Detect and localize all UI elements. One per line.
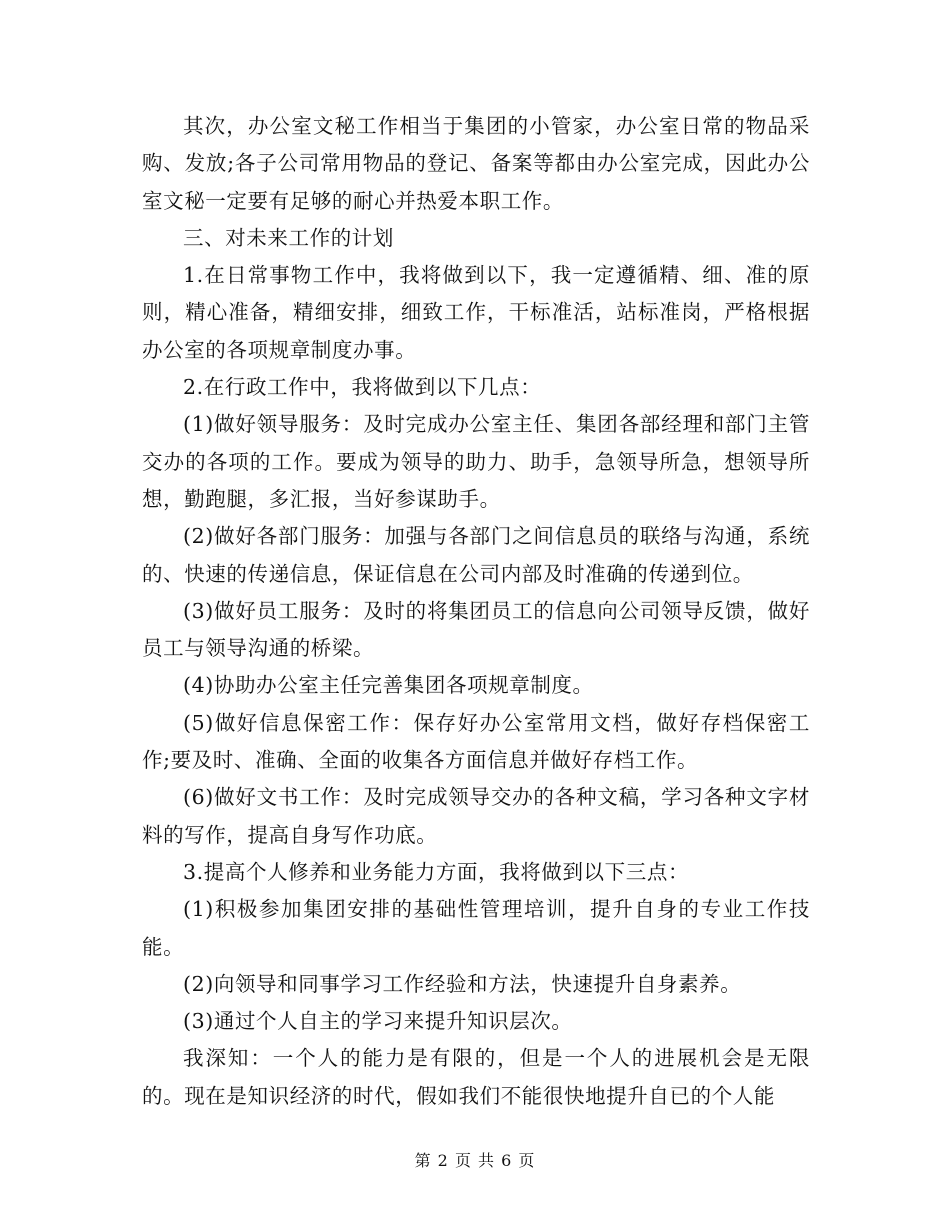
list-item: (4)协助办公室主任完善集团各项规章制度。	[183, 673, 594, 698]
paragraph: 1.在日常事物工作中，我将做到以下，我一定遵循精、细、准的原则，精心准备，精细安排，细致工作，干标准活，站标准岗，严格根据办公室的各项规章制度办事。	[142, 263, 810, 362]
list-item: (3)通过个人自主的学习来提升知识层次。	[183, 1009, 573, 1034]
paragraph: 2.在行政工作中，我将做到以下几点：	[183, 375, 542, 400]
list-item: (2)做好各部门服务：加强与各部门之间信息员的联络与沟通，系统的、快速的传递信息，保证信息在公司内部及时准确的传递到位。	[142, 524, 810, 586]
paragraph: 3.提高个人修养和业务能力方面，我将做到以下三点：	[183, 859, 690, 884]
paragraph: 我深知：一个人的能力是有限的，但是一个人的进展机会是无限的。现在是知识经济的时代，假如我们不能很快地提升自已的个人能	[142, 1046, 810, 1108]
document-body	[142, 108, 810, 1115]
section-heading: 三、对未来工作的计划	[183, 225, 394, 250]
paragraph: 其次，办公室文秘工作相当于集团的小管家，办公室日常的物品采购、发放;各子公司常用物品的登记、备案等都由办公室完成，因此办公室文秘一定要有足够的耐心并热爱本职工作。	[142, 114, 810, 213]
list-item: (5)做好信息保密工作：保存好办公室常用文档，做好存档保密工作;要及时、准确、全面的收集各方面信息并做好存档工作。	[142, 710, 810, 773]
page-number-footer: 第 2 页 共 6 页	[414, 1151, 536, 1170]
list-item: (6)做好文书工作：及时完成领导交办的各种文稿，学习各种文字材料的写作，提高自身写作功底。	[142, 785, 810, 847]
list-item: (1)积极参加集团安排的基础性管理培训，提升自身的专业工作技能。	[142, 897, 810, 959]
list-item: (2)向领导和同事学习工作经验和方法，快速提升自身素养。	[183, 971, 742, 996]
list-item: (1)做好领导服务：及时完成办公室主任、集团各部经理和部门主管交办的各项的工作。要成为领导的助力、助手，急领导所急，想领导所想，勤跑腿，多汇报，当好参谋助手。	[142, 412, 810, 511]
list-item: (3)做好员工服务：及时的将集团员工的信息向公司领导反馈，做好员工与领导沟通的桥梁。	[142, 598, 810, 661]
